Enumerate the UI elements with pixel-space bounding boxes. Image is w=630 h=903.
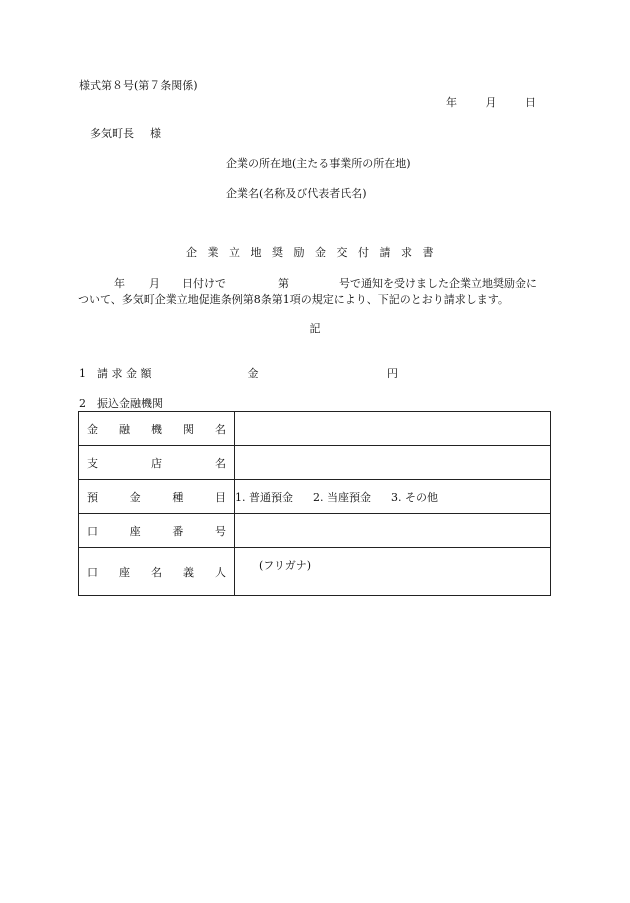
addressee (90, 127, 161, 141)
bank-heading: 2 振込金融機関 (79, 397, 163, 410)
deposit-option-other[interactable]: 3. その他 (391, 490, 438, 504)
bank-row-account-holder (79, 548, 551, 596)
bank-row-account-number (79, 514, 551, 548)
branch-label: 支店名 (79, 446, 235, 480)
company-address-label: 企業の所在地(主たる事業所の所在地) (226, 157, 411, 170)
body-text (78, 276, 558, 308)
deposit-option-current[interactable]: 2. 当座預金 (313, 490, 371, 504)
deposit-option-ordinary[interactable]: 1. 普通預金 (235, 490, 293, 504)
addressee-honorific: 様 (150, 127, 161, 140)
body-rest-line1: 号で通知を受けました企業立地奨励金に (339, 277, 537, 290)
amount-line (79, 367, 398, 381)
form-number: 様式第８号(第７条関係) (79, 79, 198, 92)
body-date-suffix: 日付けで (182, 277, 226, 290)
branch-field[interactable] (235, 446, 551, 480)
document-title: 企業立地奨励金交付請求書 (186, 246, 444, 259)
bank-row-branch (79, 446, 551, 480)
bank-row-institution (79, 412, 551, 446)
institution-field[interactable] (235, 412, 551, 446)
amount-label: 1 請 求 金 額 (79, 367, 152, 380)
institution-label: 金融機関名 (79, 412, 235, 446)
bank-row-deposit-type (79, 480, 551, 514)
furigana-label: (フリガナ) (259, 559, 312, 572)
account-number-field[interactable] (235, 514, 551, 548)
date-line (446, 96, 536, 110)
account-holder-label: 口座名義人 (79, 548, 235, 596)
account-holder-field[interactable] (235, 548, 551, 596)
addressee-name: 多気町長 (90, 127, 134, 140)
body-year: 年 (114, 277, 125, 290)
body-dai: 第 (278, 277, 289, 290)
deposit-type-label: 預金種目 (79, 480, 235, 514)
date-year: 年 (446, 96, 457, 109)
date-day: 日 (525, 96, 536, 109)
company-name-label: 企業名(名称及び代表者氏名) (226, 187, 367, 200)
bank-table (78, 411, 551, 596)
account-number-label: 口座番号 (79, 514, 235, 548)
deposit-type-field[interactable] (235, 480, 551, 514)
body-line2: ついて、多気町企業立地促進条例第8条第1項の規定により、下記のとおり請求します。 (78, 293, 509, 306)
body-month: 月 (149, 277, 160, 290)
amount-yen: 円 (387, 367, 398, 380)
amount-kin: 金 (247, 367, 259, 380)
date-month: 月 (485, 96, 497, 109)
ki-heading: 記 (309, 322, 321, 335)
